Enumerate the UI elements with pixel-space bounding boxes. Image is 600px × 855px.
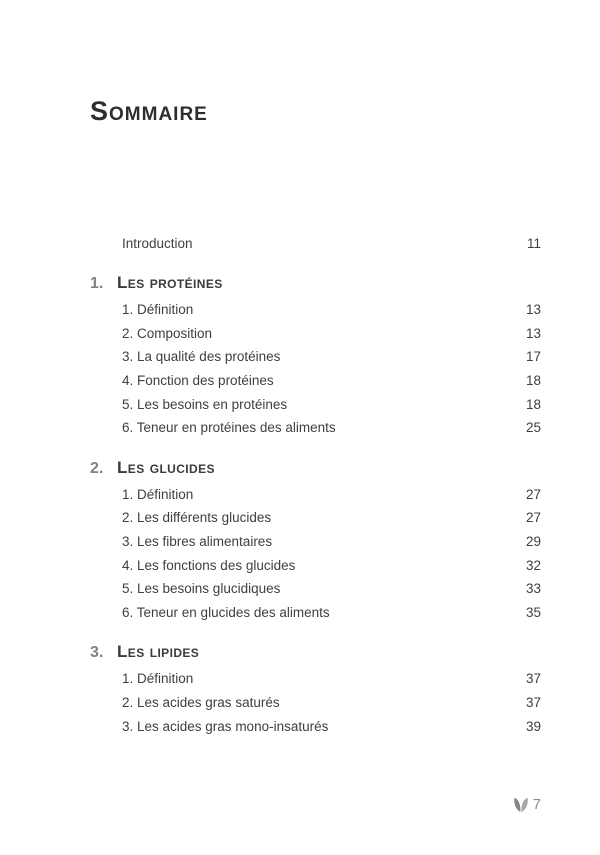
toc-entry-label: 3. Les fibres alimentaires xyxy=(122,534,273,550)
toc-entry-page-number: 25 xyxy=(525,420,541,436)
toc-entry[interactable] xyxy=(90,506,541,530)
toc-entry-page-number: 32 xyxy=(525,557,541,573)
page-footer xyxy=(513,796,541,813)
toc-entry-page-number: 37 xyxy=(525,671,541,687)
toc-entry-page-number: 27 xyxy=(525,510,541,526)
toc-entry-label: 6. Teneur en glucides des aliments xyxy=(122,604,330,620)
toc-entry[interactable] xyxy=(90,553,541,577)
toc-entry[interactable] xyxy=(90,691,541,715)
toc-section-title: Les glucides xyxy=(117,457,215,477)
toc-entry-label: 1. Définition xyxy=(122,671,194,687)
toc-entry-label: 6. Teneur en protéines des aliments xyxy=(122,420,336,436)
toc-entry[interactable] xyxy=(90,577,541,601)
toc-entry[interactable] xyxy=(90,714,541,738)
toc-entry-label: 1. Définition xyxy=(122,302,194,318)
toc-entry-label: 5. Les besoins en protéines xyxy=(122,396,288,412)
toc-entry-label: 4. Les fonctions des glucides xyxy=(122,557,296,573)
two-leaves-logo-icon xyxy=(513,796,529,813)
toc-entry[interactable] xyxy=(90,392,541,416)
toc-section-number: 3. xyxy=(90,644,104,662)
toc-section-items xyxy=(90,483,541,625)
toc-section-heading[interactable] xyxy=(90,273,541,293)
toc-entry[interactable] xyxy=(90,601,541,625)
toc-entry-page-number: 18 xyxy=(525,396,541,412)
toc-section-items xyxy=(90,298,541,440)
toc-entry[interactable] xyxy=(90,322,541,346)
toc-entry-page-number: 33 xyxy=(525,581,541,597)
toc-sections xyxy=(90,273,541,738)
toc-entry-page-number: 39 xyxy=(525,718,541,734)
toc-entry-page-number: 13 xyxy=(525,325,541,341)
toc-section-number: 2. xyxy=(90,459,104,477)
toc-entry-introduction[interactable] xyxy=(90,231,541,255)
toc-entry-label: Introduction xyxy=(122,235,193,251)
toc-entry-label: 2. Les acides gras saturés xyxy=(122,695,280,711)
toc-entry[interactable] xyxy=(90,345,541,369)
toc-entry-label: 5. Les besoins glucidiques xyxy=(122,581,281,597)
toc-entry-page-number: 11 xyxy=(526,235,541,251)
toc-entry-label: 2. Composition xyxy=(122,325,213,341)
toc-entry-page-number: 29 xyxy=(525,534,541,550)
toc-entry[interactable] xyxy=(90,667,541,691)
toc-entry[interactable] xyxy=(90,369,541,393)
toc-section-heading[interactable] xyxy=(90,642,541,662)
toc-entry[interactable] xyxy=(90,530,541,554)
toc-entry-page-number: 18 xyxy=(525,373,541,389)
page-title: Sommaire xyxy=(90,96,208,126)
toc-section-number: 1. xyxy=(90,275,104,292)
toc-entry-page-number: 17 xyxy=(525,349,541,365)
toc-section-title: Les lipides xyxy=(117,642,200,662)
table-of-contents xyxy=(90,231,541,738)
toc-entry-label: 3. Les acides gras mono-insaturés xyxy=(122,718,329,734)
toc-section xyxy=(90,458,541,625)
toc-entry-label: 4. Fonction des protéines xyxy=(122,373,274,389)
toc-entry-label: 3. La qualité des protéines xyxy=(122,349,281,365)
toc-entry-label: 2. Les différents glucides xyxy=(122,510,272,526)
toc-entry-page-number: 27 xyxy=(525,486,541,502)
footer-page-number: 7 xyxy=(532,796,541,813)
toc-entry-page-number: 13 xyxy=(525,302,541,318)
toc-entry-page-number: 37 xyxy=(525,695,541,711)
toc-section-items xyxy=(90,667,541,738)
toc-entry-page-number: 35 xyxy=(525,604,541,620)
toc-section-heading[interactable] xyxy=(90,458,541,478)
toc-entry-label: 1. Définition xyxy=(122,486,194,502)
toc-section-title: Les protéines xyxy=(117,273,223,292)
toc-entry[interactable] xyxy=(90,483,541,507)
toc-section xyxy=(90,273,541,440)
toc-section xyxy=(90,642,541,738)
toc-entry[interactable] xyxy=(90,416,541,440)
toc-entry[interactable] xyxy=(90,298,541,322)
